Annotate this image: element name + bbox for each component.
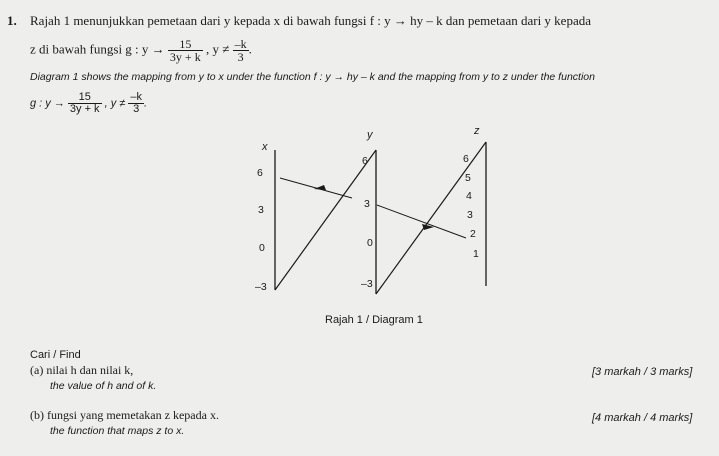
diagram-caption: Rajah 1 / Diagram 1 bbox=[325, 314, 423, 326]
find-heading: Cari / Find bbox=[30, 349, 81, 361]
z-value-1: 1 bbox=[473, 248, 479, 260]
condition-prefix-english: , y ≠ bbox=[104, 97, 126, 110]
g-numerator-english: 15 bbox=[68, 92, 102, 104]
part-b-marks: [4 markah / 4 marks] bbox=[592, 412, 693, 424]
z-set-label: z bbox=[474, 125, 480, 137]
question-text-malay-line1: Rajah 1 menunjukkan pemetaan dari y kepada x di bawah fungsi f : y → hy – k dan pemetaan dari y kepada bbox=[30, 13, 591, 28]
part-a-label: (a) bbox=[30, 363, 44, 377]
x-value-3: 3 bbox=[258, 204, 264, 216]
z-value-3: 3 bbox=[467, 209, 473, 221]
period-english: . bbox=[144, 97, 148, 110]
part-b-malay bbox=[30, 408, 219, 423]
arrow-head-g bbox=[422, 224, 434, 230]
g-denominator: 3y + k bbox=[169, 50, 201, 64]
frame-diagonal bbox=[275, 150, 376, 290]
x-value-0: 0 bbox=[259, 242, 265, 254]
z-value-4: 4 bbox=[466, 190, 472, 202]
z-value-5: 5 bbox=[465, 172, 471, 184]
z-value-6: 6 bbox=[463, 153, 469, 165]
question-text-english-line1: Diagram 1 shows the mapping from y to x under the function f : y → hy – k and the mapping from y to z under the function bbox=[30, 71, 595, 83]
condition-prefix: , y ≠ bbox=[205, 41, 230, 57]
mapping-arrow-g bbox=[377, 205, 466, 238]
x-value-neg3: –3 bbox=[255, 281, 267, 293]
g-denominator-english: 3y + k bbox=[69, 103, 100, 115]
condition-denominator: 3 bbox=[237, 50, 244, 64]
condition-numerator: –k bbox=[234, 37, 247, 51]
y-set-label: y bbox=[367, 129, 373, 141]
part-b-malay-text: fungsi yang memetakan z kepada x. bbox=[47, 408, 219, 422]
x-set-label: x bbox=[262, 141, 268, 153]
y-value-6: 6 bbox=[362, 155, 368, 167]
y-value-0: 0 bbox=[367, 237, 373, 249]
g-numerator: 15 bbox=[168, 38, 203, 51]
part-a-malay-text: nilai h dan nilai k, bbox=[46, 363, 134, 377]
y-value-3: 3 bbox=[364, 198, 370, 210]
english-g-prefix: g : y → bbox=[30, 97, 65, 110]
part-a-marks: [3 markah / 3 marks] bbox=[592, 366, 693, 378]
malay-g-prefix: z di bawah fungsi g : y → bbox=[30, 41, 165, 57]
part-a-malay bbox=[30, 363, 133, 378]
z-value-2: 2 bbox=[470, 228, 476, 240]
x-value-6: 6 bbox=[257, 167, 263, 179]
question-number: 1. bbox=[7, 13, 17, 28]
part-b-label: (b) bbox=[30, 408, 44, 422]
y-value-neg3: –3 bbox=[361, 278, 373, 290]
part-a-english: the value of h and of k. bbox=[50, 380, 157, 392]
condition-denominator-english: 3 bbox=[133, 103, 140, 115]
mapping-arrow-f bbox=[280, 178, 352, 198]
condition-numerator-english: –k bbox=[130, 91, 143, 103]
part-b-english: the function that maps z to x. bbox=[50, 425, 185, 437]
period: . bbox=[248, 41, 252, 57]
